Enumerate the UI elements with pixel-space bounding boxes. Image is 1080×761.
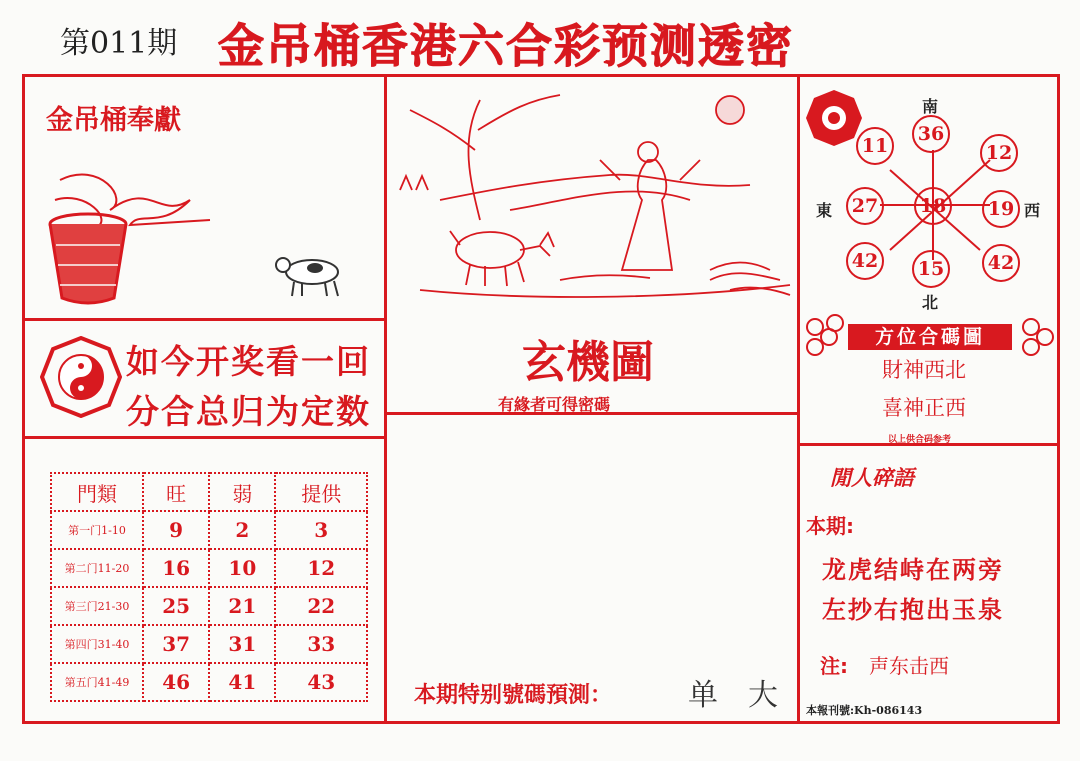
divider-left-1 xyxy=(24,318,385,321)
value-cell: 46 xyxy=(143,663,209,701)
riddle-line-1: 龙虎结峙在两旁 xyxy=(822,556,1004,584)
value-cell: 43 xyxy=(275,663,367,701)
note-text: 声东击西 xyxy=(868,654,949,678)
table-row xyxy=(51,663,367,701)
special-prediction-2: 大 xyxy=(748,678,778,713)
doors-table xyxy=(50,472,368,702)
poem-line-2: 分合总归为定数 xyxy=(126,392,371,431)
value-cell: 10 xyxy=(209,549,275,587)
value-cell: 9 xyxy=(143,511,209,549)
header-cell: 門類 xyxy=(51,473,143,511)
xuanji-title: 玄機圖 xyxy=(522,337,654,388)
idle-words-title: 閒人碎語 xyxy=(830,465,914,490)
value-cell: 16 xyxy=(143,549,209,587)
xuanji-illustration xyxy=(390,80,794,320)
direction-west: 西 xyxy=(1024,201,1041,220)
direction-east: 東 xyxy=(816,201,833,220)
value-cell: 41 xyxy=(209,663,275,701)
special-number-label: 本期特别號碼預測： xyxy=(414,683,613,708)
bagua-icon xyxy=(40,336,122,418)
fangwei-title: 方位合碼圖 xyxy=(848,324,1012,350)
direction-north: 北 xyxy=(922,293,939,312)
note-label: 注: xyxy=(820,654,848,678)
value-cell: 37 xyxy=(143,625,209,663)
period-label: 本期: xyxy=(806,514,854,538)
divider-right xyxy=(797,76,800,722)
compass-number-south: 36 xyxy=(912,115,950,153)
header-cell: 弱 xyxy=(209,473,275,511)
value-cell: 21 xyxy=(209,587,275,625)
riddle-line-2: 左抄右抱出玉泉 xyxy=(822,596,1004,624)
lantern-icon xyxy=(826,314,844,332)
header-cell: 旺 xyxy=(143,473,209,511)
note xyxy=(820,650,949,679)
door-label: 第四门31-40 xyxy=(51,625,143,663)
table-row xyxy=(51,549,367,587)
fangwei-line-2: 喜神正西 xyxy=(882,396,966,420)
header-cell: 提供 xyxy=(275,473,367,511)
bucket-illustration xyxy=(40,150,370,310)
value-cell: 3 xyxy=(275,511,367,549)
xuanji-subtitle: 有緣者可得密碼 xyxy=(498,395,611,414)
donor-label: 金吊桶奉獻 xyxy=(46,105,181,136)
door-label: 第一门1-10 xyxy=(51,511,143,549)
journal-number: 本報刊號:Kh-086143 xyxy=(806,704,923,717)
value-cell: 2 xyxy=(209,511,275,549)
lantern-icon xyxy=(806,338,824,356)
table-row xyxy=(51,587,367,625)
doors-header-row xyxy=(51,473,367,511)
value-cell: 22 xyxy=(275,587,367,625)
lantern-icon xyxy=(1022,338,1040,356)
table-row xyxy=(51,625,367,663)
compass-number-west: 19 xyxy=(982,190,1020,228)
divider-left-2 xyxy=(24,436,385,439)
door-label: 第五门41-49 xyxy=(51,663,143,701)
direction-south: 南 xyxy=(922,97,939,116)
special-prediction-1: 单 xyxy=(688,678,718,713)
fangwei-note: 以上供合码参考 xyxy=(888,435,952,445)
value-cell: 25 xyxy=(143,587,209,625)
compass-number-north-east: 42 xyxy=(846,242,884,280)
value-cell: 33 xyxy=(275,625,367,663)
door-label: 第二门11-20 xyxy=(51,549,143,587)
compass-number-center: 18 xyxy=(914,187,952,225)
page-title: 金吊桶香港六合彩预测透密 xyxy=(218,19,794,73)
fangwei-line-1: 財神西北 xyxy=(882,358,966,382)
value-cell: 12 xyxy=(275,549,367,587)
door-label: 第三门21-30 xyxy=(51,587,143,625)
poem-line-1: 如今开奖看一回 xyxy=(126,342,371,381)
compass-number-north-west: 42 xyxy=(982,244,1020,282)
table-row xyxy=(51,511,367,549)
compass-number-east: 27 xyxy=(846,187,884,225)
compass-number-south-west: 11 xyxy=(856,127,894,165)
issue-number: 第011期 xyxy=(60,26,178,61)
divider-left xyxy=(384,76,387,722)
compass-number-south-east: 12 xyxy=(980,134,1018,172)
value-cell: 31 xyxy=(209,625,275,663)
compass-number-north: 15 xyxy=(912,250,950,288)
